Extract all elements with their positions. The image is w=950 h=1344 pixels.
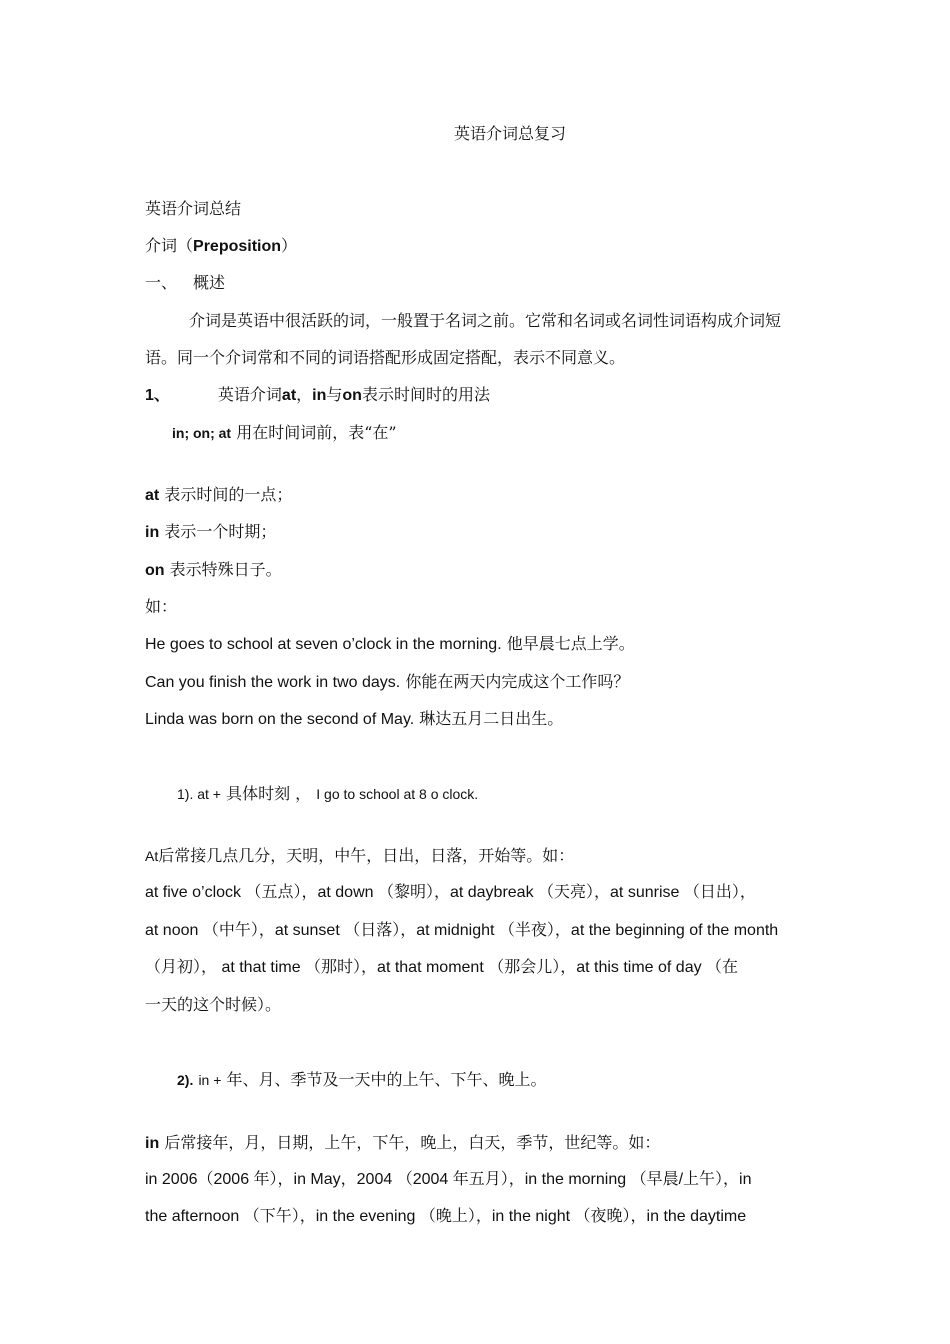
in-label: in (145, 524, 160, 541)
intro-line-1: 介词是英语中很活跃的词，一般置于名词之前。它常和名词或名词性词语构成介词短 (189, 311, 782, 330)
prep-close: ） (281, 236, 298, 255)
on-label: on (145, 562, 165, 579)
item1-text: 英语介词 (217, 385, 282, 404)
at-follow-line (145, 846, 574, 866)
item1-heading (145, 385, 490, 406)
example-2-en: Can you finish the work in two days. (145, 674, 401, 691)
subsection-1 (177, 784, 478, 804)
subsection-1-sep: ， (295, 784, 312, 803)
section1-number: 一、 (145, 273, 178, 292)
document-title: 英语介词总复习 (453, 124, 566, 143)
example-2 (145, 672, 629, 693)
inonat-cn: 用在时间词前，表“在” (236, 423, 397, 442)
in-definition (145, 522, 276, 543)
intro-line-2: 语。同一个介词常和不同的词语搭配形成固定搭配，表示不同意义。 (145, 348, 626, 367)
section-heading: 英语介词总结 (145, 199, 242, 218)
item1-in: in (312, 387, 327, 404)
at-follow-text: 后常接几点几分，天明，中午，日出，日落，开始等。如： (158, 846, 575, 865)
in-list-line-2: the afternoon （下午），in the evening （晚上），in the night （夜晚），in the daytime (145, 1208, 747, 1225)
on-meaning: 表示特殊日子。 (169, 560, 282, 579)
example-1-en: He goes to school at seven o’clock in the morning. (145, 636, 502, 653)
item1-on: on (342, 387, 362, 404)
subsection-2-topic: 年、月、季节及一天中的上午、下午、晚上。 (226, 1070, 547, 1089)
item1-at: at (281, 387, 297, 404)
inonat-line (172, 423, 397, 443)
subsection-2-number: 2). (177, 1072, 194, 1088)
subsection-2 (177, 1070, 547, 1090)
at-follow-label: At (145, 848, 159, 864)
at-list-line-4: 一天的这个时候）。 (145, 995, 282, 1014)
item1-comma: ， (296, 385, 313, 404)
prep-cn: 介词（ (145, 236, 194, 255)
example-1-cn: 他早晨七点上学。 (506, 634, 635, 653)
in-follow-label: in (145, 1135, 160, 1152)
in-follow-text: 后常接年，月，日期，上午，下午，晚上，白天，季节，世纪等。如： (164, 1133, 661, 1152)
section1-heading (145, 273, 225, 293)
example-3 (145, 709, 563, 730)
example-1 (145, 634, 635, 655)
item1-yu: 与 (326, 385, 343, 404)
at-meaning: 表示时间的一点； (164, 485, 293, 504)
at-list-line-2: at noon （中午），at sunset （日落），at midnight （半夜），at the beginning of the month (145, 922, 779, 939)
example-3-cn: 琳达五月二日出生。 (419, 709, 564, 728)
example-intro: 如： (145, 597, 178, 616)
subsection-1-example: I go to school at 8 o clock. (316, 786, 479, 802)
at-definition (145, 485, 292, 506)
example-2-cn: 你能在两天内完成这个工作吗？ (405, 672, 630, 691)
prep-en: Preposition (193, 238, 282, 255)
in-meaning: 表示一个时期； (164, 522, 277, 541)
in-list-line-1: in 2006（2006 年），in May，2004 （2004 年五月），in the morning （早晨/上午），in (145, 1171, 752, 1188)
item1-number: 1、 (145, 387, 170, 404)
at-list-line-3: （月初）， at that time （那时），at that moment （那会儿），at this time of day （在 (145, 959, 739, 976)
in-follow-line (145, 1133, 660, 1154)
subsection-1-topic: 具体时刻 (226, 784, 291, 803)
example-3-en: Linda was born on the second of May. (145, 711, 415, 728)
subsection-1-prefix: 1). at + (177, 786, 221, 802)
on-definition (145, 560, 282, 581)
at-label: at (145, 487, 160, 504)
item1-rest: 表示时间时的用法 (361, 385, 490, 404)
inonat-en: in; on; at (172, 425, 232, 441)
section1-title: 概述 (193, 273, 226, 292)
at-list-line-1: at five o’clock （五点），at down （黎明），at daybreak （天亮），at sunrise （日出）， (145, 884, 756, 901)
preposition-heading (145, 236, 297, 257)
subsection-2-prefix: in + (198, 1072, 222, 1088)
